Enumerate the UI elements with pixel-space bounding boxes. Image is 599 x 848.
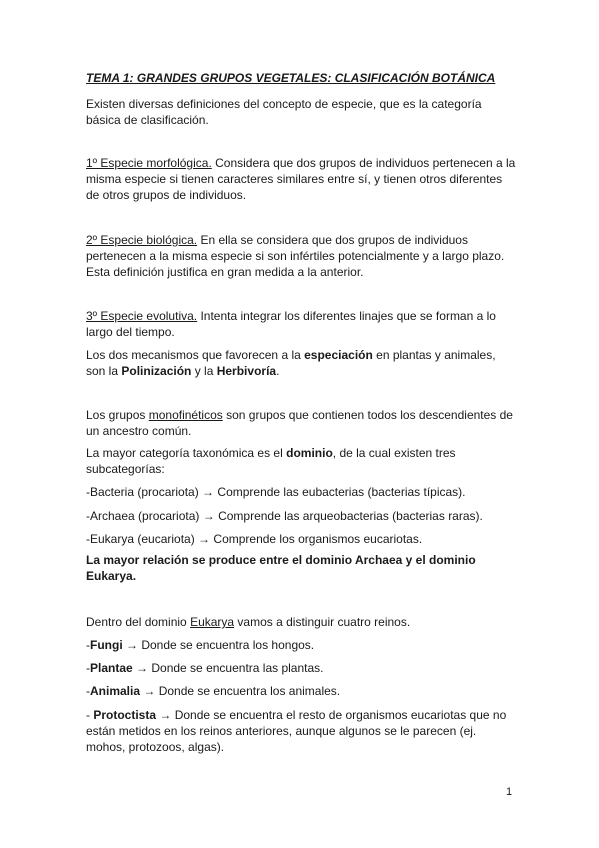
reino-animalia <box>86 683 516 699</box>
intro-paragraph: Existen diversas definiciones del concepto de especie, que es la categoría básica de clasificación. <box>86 97 482 127</box>
reino-name: Fungi <box>90 638 123 652</box>
reino-protoctista <box>86 707 516 755</box>
relacion-statement: La mayor relación se produce entre el dominio Archaea y el dominio Eukarya. <box>86 553 476 583</box>
herbivoria-term: Herbivoría <box>216 364 277 378</box>
subcategoria-desc: Comprende los organismos eucariotas. <box>210 532 423 546</box>
especie-morfologica-text: Considera que dos grupos de individuos pertenecen a la misma especie si tienen caracteres similares entre sí, y tienen otros diferentes de otros grupos de individuos. <box>86 156 516 202</box>
eukarya-text: Dentro del dominio <box>86 615 191 629</box>
subcategoria-archaea <box>86 508 516 524</box>
arrow-icon: → <box>122 638 138 652</box>
dominio-term: dominio <box>286 446 333 460</box>
mecanismos-text: en plantas y animales, son la <box>86 348 496 378</box>
arrow-icon: → <box>194 532 211 546</box>
reino-desc: Donde se encuentra los animales. <box>155 684 341 698</box>
mecanismos-paragraph <box>86 347 516 379</box>
arrow-icon: → <box>140 684 156 698</box>
arrow-icon: → <box>198 485 215 499</box>
page-number: 1 <box>506 786 513 798</box>
eukarya-term: Eukarya <box>190 615 235 629</box>
dominio-text: La mayor categoría taxonómica es el <box>86 446 287 460</box>
reino-desc: Donde se encuentra las plantas. <box>148 661 324 675</box>
reino-desc: Donde se encuentra los hongos. <box>138 638 315 652</box>
reino-desc: Donde se encuentra el resto de organismos eucariotas que no están metidos en los reinos anteriores, aunque algunos se le parecen (ej. mohos, protozoos, algas). <box>86 708 507 754</box>
reino-dash: - <box>86 638 90 652</box>
arrow-icon: → <box>132 661 149 675</box>
monofileticos-term: monofinéticos <box>148 408 223 422</box>
especie-morfologica-heading: 1º Especie morfológica. <box>86 156 212 170</box>
reino-dash: - <box>86 708 94 722</box>
dominio-text: , de la cual existen tres subcategorías: <box>86 446 456 476</box>
especie-evolutiva-paragraph <box>86 308 516 340</box>
arrow-icon: → <box>156 708 172 722</box>
arrow-icon: → <box>199 509 215 523</box>
reino-name: Plantae <box>90 661 133 675</box>
especie-morfologica-paragraph <box>86 155 516 203</box>
monofileticos-paragraph <box>86 407 516 439</box>
reino-fungi <box>86 637 516 653</box>
subcategoria-name: -Eukarya (eucariota) <box>86 532 195 546</box>
subcategoria-bacteria <box>86 484 516 500</box>
eukarya-paragraph <box>86 614 516 630</box>
reino-dash: - <box>86 661 90 675</box>
mecanismos-text: y la <box>191 364 217 378</box>
especiacion-term: especiación <box>304 348 373 362</box>
monofileticos-text: Los grupos <box>86 408 149 422</box>
especie-biologica-text: En ella se considera que dos grupos de individuos pertenecen a la misma especie si son infértiles potencialmente y a largo plazo. Esta definición justifica en gran medida a la anterior. <box>86 233 505 279</box>
mecanismos-text: . <box>276 364 280 378</box>
reino-name: Animalia <box>90 684 141 698</box>
especie-biologica-paragraph <box>86 232 516 280</box>
monofileticos-text: son grupos que contienen todos los descendientes de un ancestro común. <box>86 408 513 438</box>
reino-name: Protoctista <box>93 708 157 722</box>
especie-evolutiva-text: Intenta integrar los diferentes linajes que se forman a lo largo del tiempo. <box>86 309 496 339</box>
subcategoria-eukarya <box>86 531 516 547</box>
eukarya-text: vamos a distinguir cuatro reinos. <box>234 615 411 629</box>
subcategoria-name: -Bacteria (procariota) <box>86 485 199 499</box>
dominio-paragraph <box>86 445 516 477</box>
subcategoria-desc: Comprende las arqueobacterias (bacterias raras). <box>214 509 483 523</box>
subcategoria-name: -Archaea (procariota) <box>86 509 200 523</box>
especie-biologica-heading: 2º Especie biológica. <box>86 233 198 247</box>
mecanismos-text: Los dos mecanismos que favorecen a la <box>86 348 305 362</box>
polinizacion-term: Polinización <box>121 364 192 378</box>
reino-dash: - <box>86 684 90 698</box>
subcategoria-desc: Comprende las eubacterias (bacterias típicas). <box>214 485 466 499</box>
reino-plantae <box>86 660 516 676</box>
page-title: TEMA 1: GRANDES GRUPOS VEGETALES: CLASIFICACIÓN BOTÁNICA <box>86 71 496 85</box>
especie-evolutiva-heading: 3º Especie evolutiva. <box>86 309 198 323</box>
